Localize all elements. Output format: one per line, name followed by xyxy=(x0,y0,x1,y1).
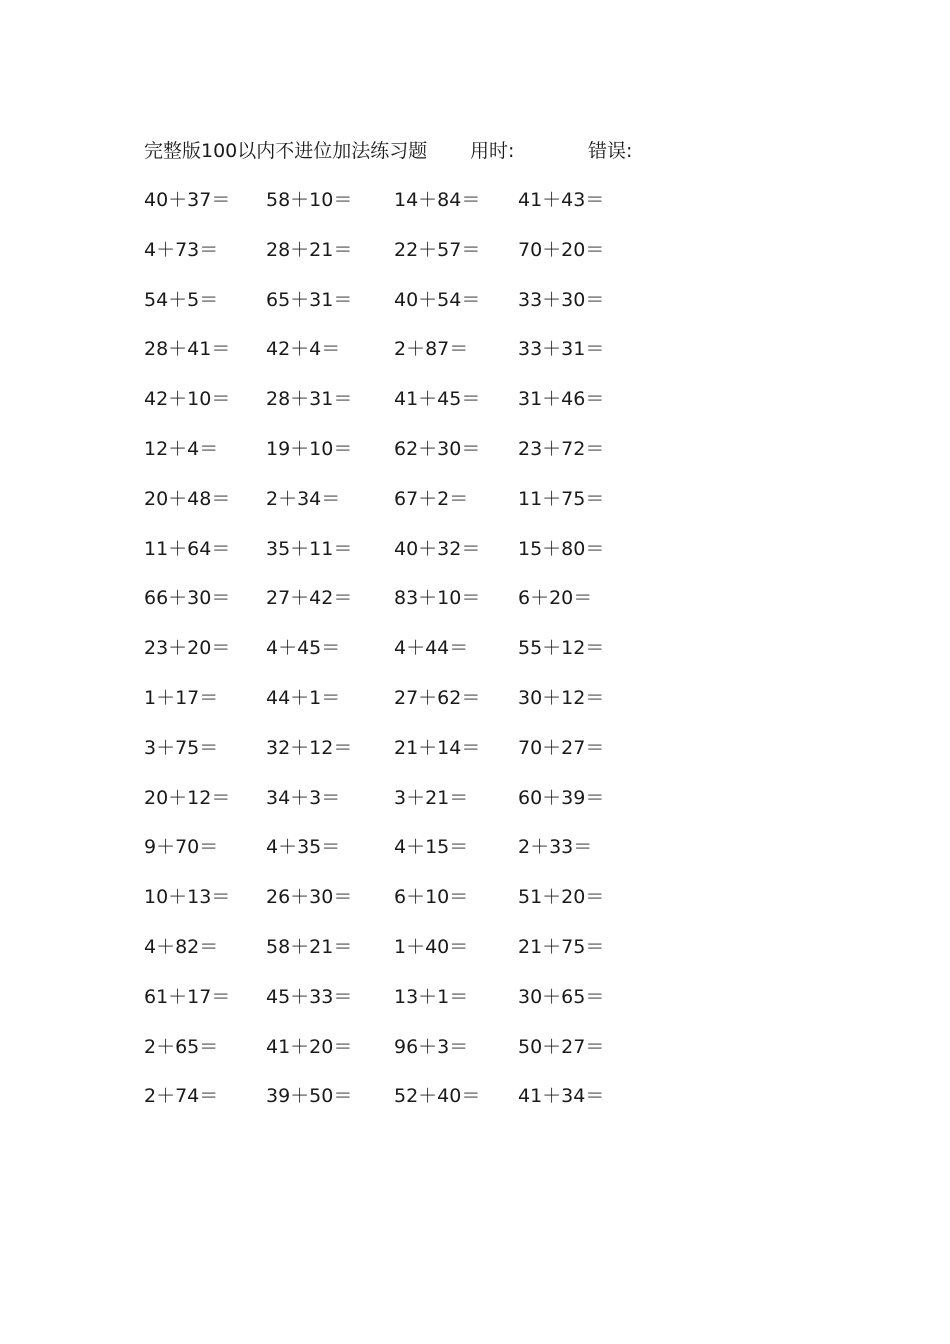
problem-item: 60＋39＝ xyxy=(518,786,605,809)
problem-item: 32＋12＝ xyxy=(266,736,353,759)
problem-item: 30＋12＝ xyxy=(518,686,605,709)
problem-item: 2＋65＝ xyxy=(144,1035,219,1058)
problem-item: 4＋35＝ xyxy=(266,836,341,859)
problem-item: 12＋4＝ xyxy=(144,437,219,460)
problem-row xyxy=(144,682,644,732)
problem-item: 21＋75＝ xyxy=(518,935,605,958)
problem-item: 40＋37＝ xyxy=(144,189,231,211)
worksheet-title: 完整版100以内不进位加法练习题 xyxy=(144,140,428,162)
problem-item: 31＋46＝ xyxy=(518,388,605,411)
problem-item: 23＋72＝ xyxy=(518,437,605,460)
problem-row xyxy=(144,383,644,433)
problem-row xyxy=(144,533,644,583)
error-label: 错误: xyxy=(588,140,633,162)
problem-item: 55＋12＝ xyxy=(518,637,605,660)
problem-row xyxy=(144,433,644,483)
problem-item: 96＋3＝ xyxy=(394,1035,469,1058)
problem-row xyxy=(144,732,644,782)
problem-item: 41＋45＝ xyxy=(394,388,481,411)
problem-item: 40＋54＝ xyxy=(394,288,481,311)
problem-item: 1＋17＝ xyxy=(144,686,219,709)
problem-row xyxy=(144,333,644,383)
problem-row xyxy=(144,782,644,832)
problem-item: 44＋1＝ xyxy=(266,686,341,709)
problem-item: 22＋57＝ xyxy=(394,238,481,261)
problem-grid xyxy=(144,184,644,1130)
time-label: 用时: xyxy=(470,140,515,162)
problem-item: 58＋10＝ xyxy=(266,189,353,211)
problem-item: 2＋74＝ xyxy=(144,1085,219,1108)
problem-item: 28＋41＝ xyxy=(144,338,231,361)
problem-item: 70＋27＝ xyxy=(518,736,605,759)
problem-item: 33＋31＝ xyxy=(518,338,605,361)
problem-row xyxy=(144,931,644,981)
problem-item: 51＋20＝ xyxy=(518,886,605,909)
problem-item: 11＋75＝ xyxy=(518,487,605,510)
problem-row xyxy=(144,234,644,284)
problem-item: 50＋27＝ xyxy=(518,1035,605,1058)
problem-row xyxy=(144,284,644,334)
problem-item: 40＋32＝ xyxy=(394,537,481,560)
problem-row xyxy=(144,483,644,533)
problem-item: 20＋48＝ xyxy=(144,487,231,510)
problem-item: 54＋5＝ xyxy=(144,288,219,311)
problem-item: 27＋42＝ xyxy=(266,587,353,610)
problem-item: 13＋1＝ xyxy=(394,985,469,1008)
problem-item: 20＋12＝ xyxy=(144,786,231,809)
problem-row xyxy=(144,881,644,931)
problem-item: 70＋20＝ xyxy=(518,238,605,261)
problem-item: 4＋45＝ xyxy=(266,637,341,660)
problem-item: 4＋73＝ xyxy=(144,238,219,261)
problem-item: 27＋62＝ xyxy=(394,686,481,709)
problem-row xyxy=(144,184,644,234)
problem-item: 62＋30＝ xyxy=(394,437,481,460)
problem-item: 83＋10＝ xyxy=(394,587,481,610)
problem-item: 6＋20＝ xyxy=(518,587,593,610)
problem-item: 19＋10＝ xyxy=(266,437,353,460)
problem-row xyxy=(144,981,644,1031)
problem-item: 4＋44＝ xyxy=(394,637,469,660)
problem-item: 41＋20＝ xyxy=(266,1035,353,1058)
problem-row xyxy=(144,1031,644,1081)
problem-item: 42＋4＝ xyxy=(266,338,341,361)
problem-item: 33＋30＝ xyxy=(518,288,605,311)
problem-item: 2＋33＝ xyxy=(518,836,593,859)
problem-item: 4＋82＝ xyxy=(144,935,219,958)
problem-item: 26＋30＝ xyxy=(266,886,353,909)
problem-item: 11＋64＝ xyxy=(144,537,231,560)
problem-item: 3＋21＝ xyxy=(394,786,469,809)
problem-item: 9＋70＝ xyxy=(144,836,219,859)
problem-item: 6＋10＝ xyxy=(394,886,469,909)
problem-item: 1＋40＝ xyxy=(394,935,469,958)
problem-item: 21＋14＝ xyxy=(394,736,481,759)
problem-item: 35＋11＝ xyxy=(266,537,353,560)
worksheet-header xyxy=(144,136,664,166)
problem-item: 42＋10＝ xyxy=(144,388,231,411)
problem-item: 28＋31＝ xyxy=(266,388,353,411)
problem-item: 2＋87＝ xyxy=(394,338,469,361)
problem-item: 65＋31＝ xyxy=(266,288,353,311)
problem-item: 41＋34＝ xyxy=(518,1085,605,1108)
problem-item: 10＋13＝ xyxy=(144,886,231,909)
problem-row xyxy=(144,632,644,682)
problem-item: 52＋40＝ xyxy=(394,1085,481,1108)
problem-row xyxy=(144,831,644,881)
problem-item: 28＋21＝ xyxy=(266,238,353,261)
problem-item: 2＋34＝ xyxy=(266,487,341,510)
problem-item: 14＋84＝ xyxy=(394,189,481,211)
problem-item: 15＋80＝ xyxy=(518,537,605,560)
problem-item: 4＋15＝ xyxy=(394,836,469,859)
problem-item: 58＋21＝ xyxy=(266,935,353,958)
problem-item: 61＋17＝ xyxy=(144,985,231,1008)
problem-item: 3＋75＝ xyxy=(144,736,219,759)
problem-item: 67＋2＝ xyxy=(394,487,469,510)
problem-item: 30＋65＝ xyxy=(518,985,605,1008)
problem-item: 41＋43＝ xyxy=(518,189,605,211)
problem-item: 39＋50＝ xyxy=(266,1085,353,1108)
problem-item: 23＋20＝ xyxy=(144,637,231,660)
problem-item: 66＋30＝ xyxy=(144,587,231,610)
problem-row xyxy=(144,582,644,632)
problem-item: 45＋33＝ xyxy=(266,985,353,1008)
problem-row xyxy=(144,1080,644,1130)
problem-item: 34＋3＝ xyxy=(266,786,341,809)
